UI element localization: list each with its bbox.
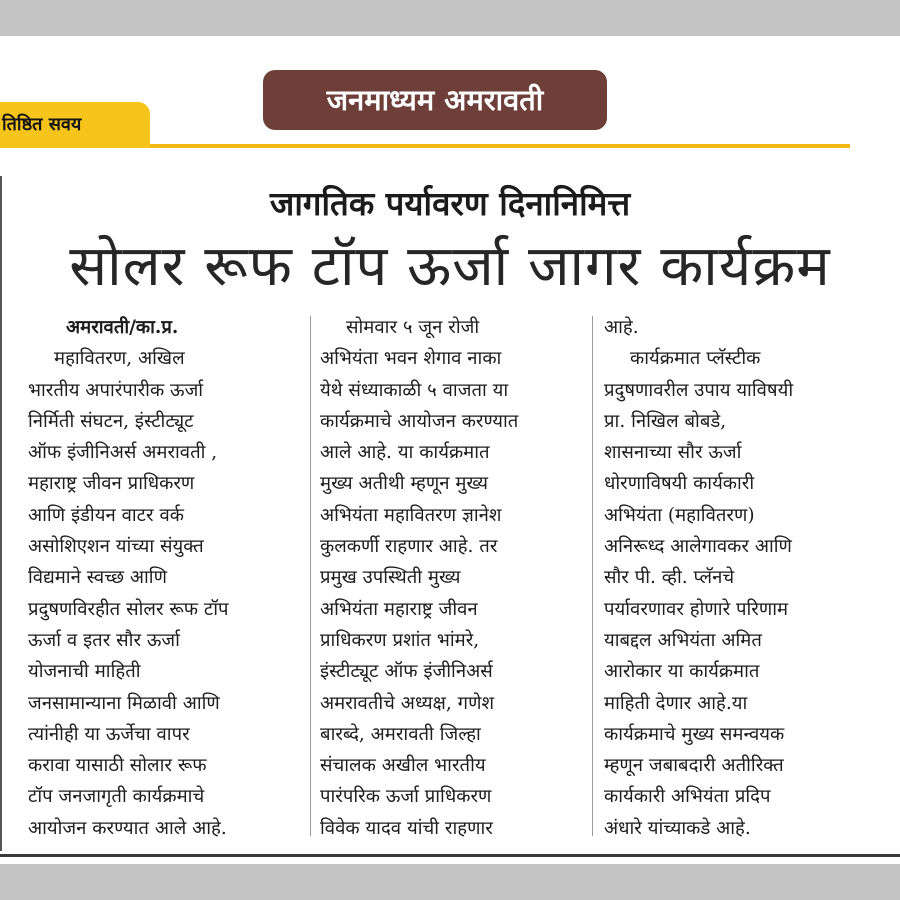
body-line: याबद्दल अभियंता अमित — [604, 629, 762, 651]
body-line: योजनाची माहिती — [28, 661, 141, 683]
article-headline: सोलर रूफ टॉप ऊर्जा जागर कार्यक्रम — [69, 234, 831, 299]
body-line: आणि इंडीयन वाटर वर्क — [28, 504, 184, 526]
body-line: आरोकार या कार्यक्रमात — [604, 661, 760, 683]
column-divider — [310, 316, 311, 836]
article-column-3 — [604, 312, 852, 844]
body-line: महावितरण, अखिल — [54, 348, 185, 370]
body-line: टॉप जनजागृती कार्यक्रमाचे — [28, 786, 205, 808]
body-line: धोरणाविषयी कार्यकारी — [604, 473, 755, 495]
body-line: कार्यक्रमाचे आयोजन करण्यात — [320, 410, 519, 432]
section-tab: तिष्ठित सवय — [0, 102, 150, 148]
body-line: अमरावतीचे अध्यक्ष, गणेश — [320, 692, 495, 714]
body-line: इंस्टीट्यूट ऑफ इंजीनिअर्स — [320, 661, 493, 683]
body-line: प्रदुषणविरहीत सोलर रूफ टॉप — [28, 598, 229, 620]
body-line: त्यांनीही या ऊर्जेचा वापर — [28, 723, 190, 745]
column-divider — [592, 316, 593, 836]
article-column-1 — [28, 312, 308, 844]
article-kicker: जागतिक पर्यावरण दिनानिमित्त — [269, 184, 631, 223]
body-line: सौर पी. व्ही. प्लॅनचे — [604, 567, 735, 589]
body-line: आहे. — [604, 317, 639, 338]
body-line: माहिती देणार आहे.या — [604, 692, 748, 714]
newspaper-clipping — [0, 36, 900, 864]
body-line: ऊर्जा व इतर सौर ऊर्जा — [28, 629, 180, 651]
body-line: प्रा. निखिल बोबडे, — [604, 410, 727, 432]
body-line: बारब्दे, अमरावती जिल्हा — [320, 723, 481, 745]
body-line: पर्यावरणावर होणारे परिणाम — [604, 598, 789, 620]
body-line: अभियंता महाराष्ट्र जीवन — [320, 598, 478, 620]
body-line: म्हणून जबाबदारी अतीरिक्त — [604, 755, 784, 777]
body-line: विवेक यादव यांची राहणार — [320, 817, 493, 839]
body-line: पारंपरिक ऊर्जा प्राधिकरण — [320, 786, 492, 808]
body-line: सोमवार ५ जून रोजी — [346, 317, 480, 338]
body-line: प्रमुख उपस्थिती मुख्य — [320, 567, 461, 589]
body-line: शासनाच्या सौर ऊर्जा — [604, 442, 742, 464]
body-line: असोशिएशन यांच्या संयुक्त — [28, 536, 204, 558]
body-line: ऑफ इंजीनिअर्स अमरावती , — [28, 442, 218, 464]
section-rule — [150, 144, 850, 148]
body-line: भारतीय अपारंपारीक ऊर्जा — [28, 379, 204, 401]
article-column-2 — [320, 312, 585, 844]
body-line: अभियंता भवन शेगाव नाका — [320, 348, 502, 370]
body-line: अभियंता महावितरण ज्ञानेश — [320, 504, 502, 526]
body-line: कार्यकारी अभियंता प्रदिप — [604, 786, 771, 808]
body-line: अंधारे यांच्याकडे आहे. — [604, 817, 751, 839]
body-line: प्राधिकरण प्रशांत भांमरे, — [320, 629, 480, 651]
body-line: कार्यक्रमाचे मुख्य समन्वयक — [604, 723, 785, 745]
masthead-title: जनमाध्यम अमरावती — [263, 70, 607, 130]
body-line: आले आहे. या कार्यक्रमात — [320, 442, 490, 464]
body-line: संचालक अखील भारतीय — [320, 755, 486, 777]
body-line: करावा यासाठी सोलार रूफ — [28, 755, 207, 777]
dateline: अमरावती/का.प्र. — [66, 317, 179, 338]
body-line: प्रदुषणावरील उपाय याविषयी — [604, 379, 794, 401]
body-line: अभियंता (महावितरण) — [604, 504, 755, 526]
body-line: अनिरूध्द आलेगावकर आणि — [604, 536, 792, 558]
body-line: कार्यक्रमात प्लॅस्टीक — [630, 348, 761, 370]
body-line: मुख्य अतीथी म्हणून मुख्य — [320, 473, 489, 495]
body-line: कुलकर्णी राहणार आहे. तर — [320, 536, 498, 558]
body-line: आयोजन करण्यात आले आहे. — [28, 817, 227, 839]
body-line: जनसामान्याना मिळावी आणि — [28, 692, 220, 714]
body-line: निर्मिती संघटन, इंस्टीट्यूट — [28, 410, 194, 432]
body-line: विद्यमाने स्वच्छ आणि — [28, 567, 167, 589]
body-line: महाराष्ट्र जीवन प्राधिकरण — [28, 473, 195, 495]
body-line: येथे संध्याकाळी ५ वाजता या — [320, 379, 509, 401]
bottom-rule — [0, 854, 900, 857]
